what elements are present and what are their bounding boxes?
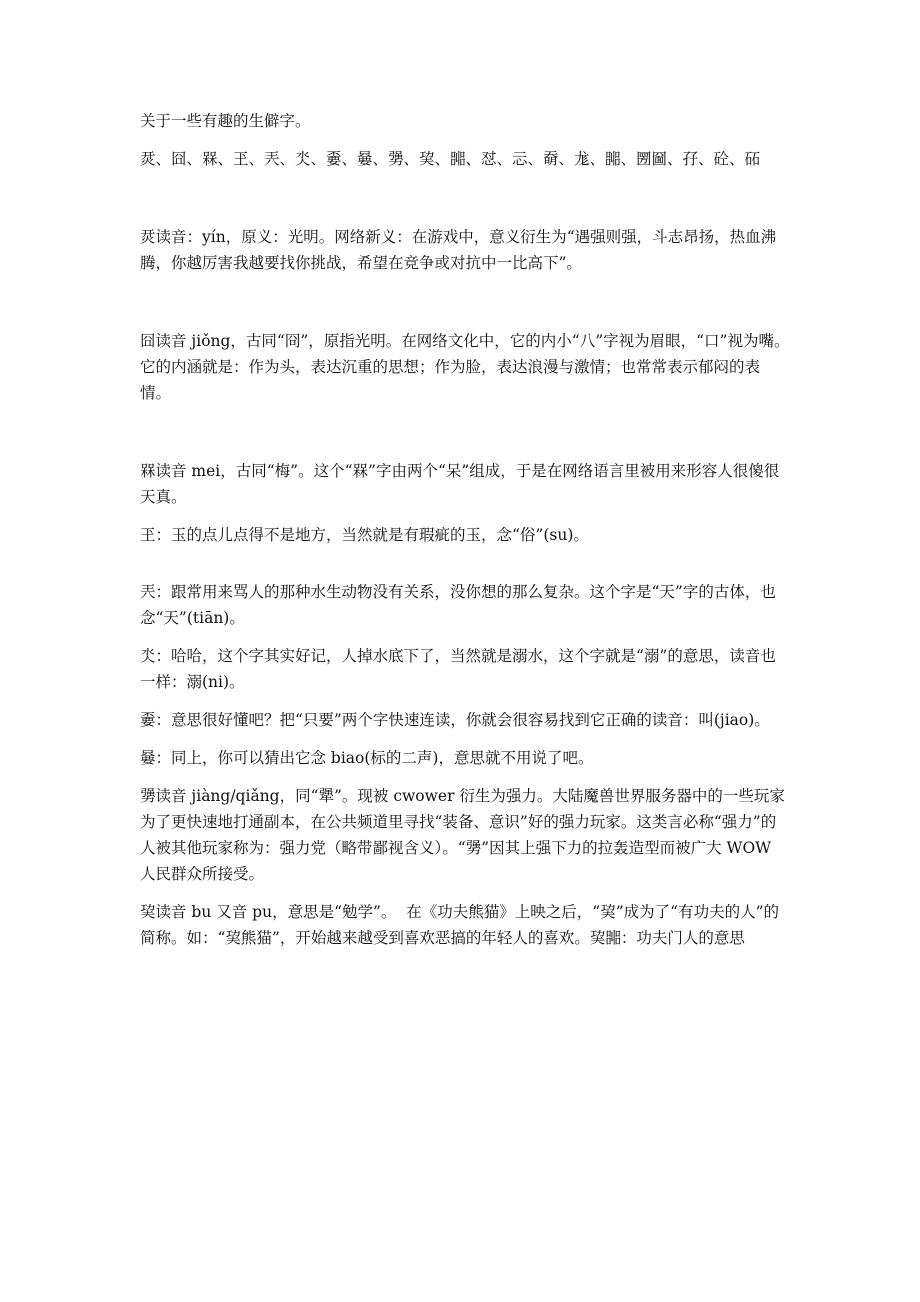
document-page <box>140 108 790 951</box>
spacer <box>140 172 790 224</box>
paragraph-tian: 兲：跟常用来骂人的那种水生动物没有关系，没你想的那么复杂。这个字是“天”字的古体，也念“天”(tiān)。 <box>140 583 776 627</box>
spacer <box>140 276 790 328</box>
spacer <box>140 771 790 783</box>
paragraph-jiao: 嫑：意思很好懂吧？把“只要”两个字快速连读，你就会很容易找到它正确的读音：叫(jiao)。 <box>140 711 770 729</box>
char-list: 烎、囧、槑、玊、兲、氼、嫑、嘦、勥、巭、嘂、怼、忈、奣、尨、嘂、圐圙、孖、砼、砳 <box>140 150 761 168</box>
paragraph-yin: 烎读音：yín，原义：光明。网络新义：在游戏中，意义衍生为“遇强则强，斗志昂扬，热血沸腾，你越厉害我越要找你挑战，希望在竞争或对抗中一比高下”。 <box>140 228 777 272</box>
paragraph-mei: 槑读音 mei，古同“梅”。这个“槑”字由两个“呆”组成，于是在网络语言里被用来形容人很傻很天真。 <box>140 462 780 506</box>
paragraph-jiang: 勥读音 jiàng/qiǎng，同“犟”。现被 cwower 衍生为强力。大陆魔兽世界服务器中的一些玩家为了更快速地打通副本，在公共频道里寻找“装备、意识”好的强力玩家。这类言必称“强力”的人被其他玩家称为：强力党（略带鄙视含义）。“勥”因其上强下力的拉轰造型而被广大 WOW 人民群众所接受。 <box>140 787 785 883</box>
spacer <box>140 134 790 146</box>
paragraph-jiong: 囧读音 jiǒng，古同“冏”，原指光明。在网络文化中，它的内小“八”字视为眉眼，“口”视为嘴。它的内涵就是：作为头，表达沉重的思想；作为脸，表达浪漫与激情；也常常表示郁闷的表情。 <box>140 332 790 402</box>
document-title: 关于一些有趣的生僻字。 <box>140 112 311 130</box>
paragraph-ni: 氼：哈哈，这个字其实好记，人掉水底下了，当然就是溺水，这个字就是“溺”的意思，读音也一样：溺(ni)。 <box>140 647 776 691</box>
paragraph-su: 玊：玉的点儿点得不是地方，当然就是有瑕疵的玉，念“俗”(su)。 <box>140 526 589 544</box>
spacer <box>140 631 790 643</box>
paragraph-biao: 嘦：同上，你可以猜出它念 biao(标的二声)，意思就不用说了吧。 <box>140 749 594 767</box>
spacer <box>140 695 790 707</box>
spacer <box>140 548 790 579</box>
spacer <box>140 510 790 522</box>
paragraph-bu: 巭读音 bu 又音 pu，意思是“勉学”。 在《功夫熊猫》上映之后，“巭”成为了“有功夫的人”的简称。如：“巭熊猫”，开始越来越受到喜欢恶搞的年轻人的喜欢。巭嘂：功夫门人的意思 <box>140 903 779 947</box>
spacer <box>140 887 790 899</box>
spacer <box>140 406 790 458</box>
spacer <box>140 733 790 745</box>
